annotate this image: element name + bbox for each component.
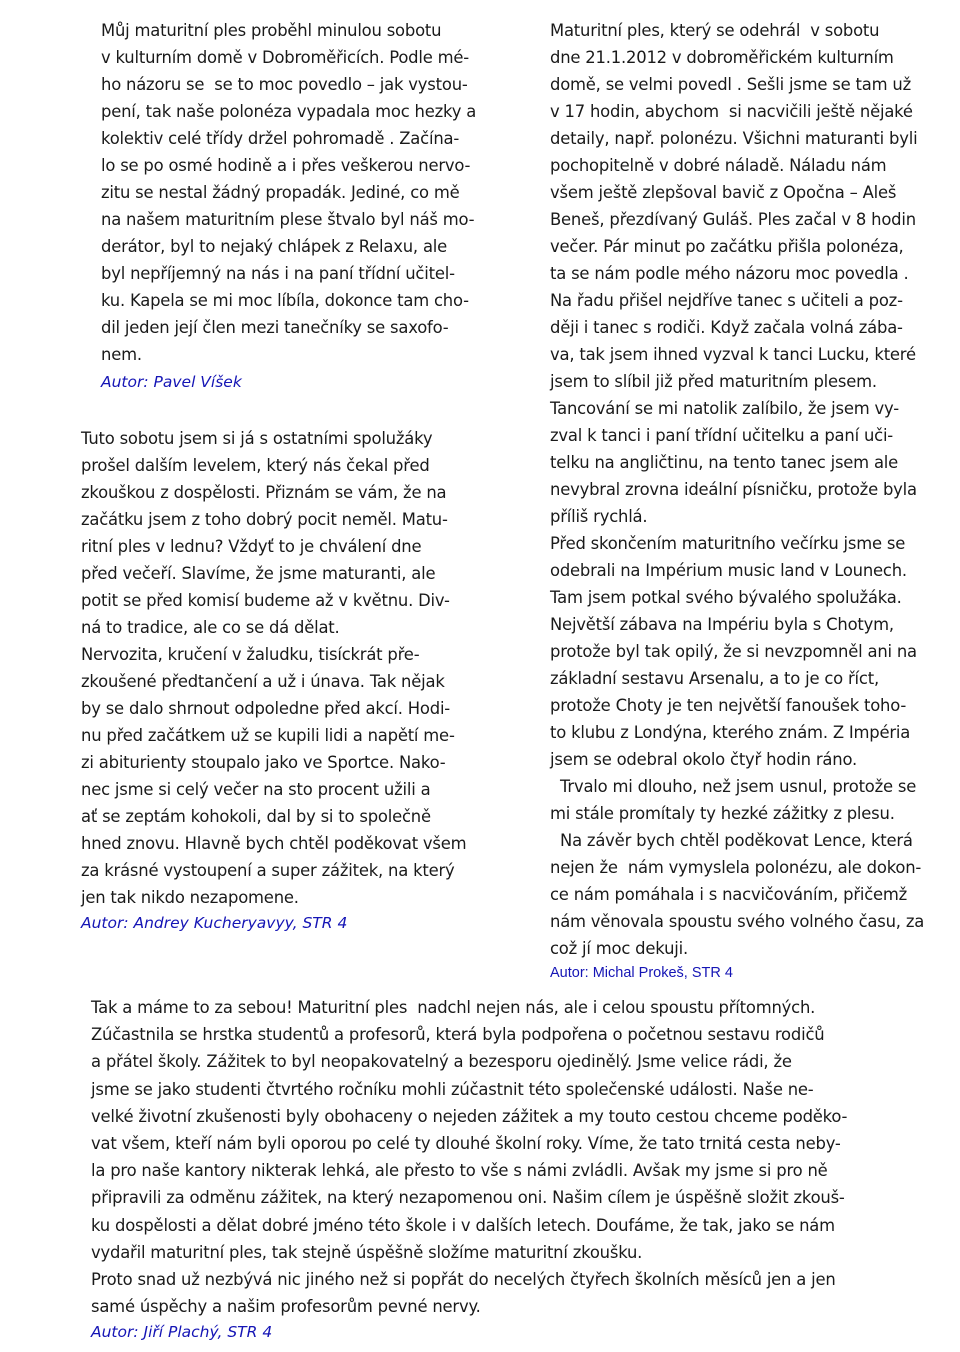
paragraph-line: derátor, byl to nejaký chlápek z Relaxu, ale: [101, 237, 448, 256]
paragraph-line: Tancování se mi natolik zalíbilo, že jsem vy-: [550, 399, 899, 418]
paragraph-line: večer. Pár minut po začátku přišla polonéza,: [550, 237, 904, 256]
paragraph-line: vat všem, kteří nám byli oporou po celé ty dlouhé školní roky. Víme, že tato trnitá cesta neby-: [91, 1134, 841, 1154]
paragraph-line: prošel dalším levelem, který nás čekal před: [81, 456, 430, 475]
paragraph-line: Před skončením maturitního večírku jsme se: [550, 534, 906, 553]
article-andrey-kucheryavyy: [81, 425, 521, 935]
paragraph-line: zitu se nestal žádný propadák. Jediné, co mě: [101, 183, 460, 202]
paragraph-line: což jí moc dekuji.: [550, 939, 688, 958]
paragraph-line: základní sestavu Arsenalu, a to je co říct,: [550, 669, 879, 688]
paragraph-line: ta se nám podle mého názoru moc povedla .: [550, 264, 909, 283]
paragraph-line: všem ještě zlepšoval bavič z Opočna – Aleš: [550, 183, 897, 202]
paragraph-line: vydařil maturitní ples, tak stejně úspěšně složíme maturitní zkoušku.: [91, 1242, 643, 1262]
paragraph-line: ku. Kapela se mi moc líbíla, dokonce tam cho-: [101, 291, 469, 310]
paragraph-line: velké životní zkušenosti byly obohaceny o nejeden zážitek a my touto cestou chceme poděko-: [91, 1106, 848, 1126]
paragraph-line: nevybral zrovna ideální písničku, protože byla: [550, 480, 917, 499]
paragraph-line: Největší zábava na Impériu byla s Chotym,: [550, 615, 894, 634]
paragraph-line: Tuto sobotu jsem si já s ostatními spolužáky: [81, 429, 433, 448]
paragraph-line: to klubu z Londýna, kterého znám. Z Impéria: [550, 723, 911, 742]
paragraph-line: ritní ples v lednu? Vždyť to je chválení dne: [81, 537, 422, 556]
paragraph-line: příliš rychlá.: [550, 507, 648, 526]
paragraph-line: jsem se odebral okolo čtyř hodin ráno.: [550, 750, 857, 769]
paragraph-line: telku na angličtinu, na tento tanec jsem ale: [550, 453, 899, 472]
paragraph-line: pení, tak naše polonéza vypadala moc hezky a: [101, 102, 477, 121]
author-credit: Autor: Pavel Víšek: [101, 373, 242, 391]
paragraph-line: ať se zeptám kohokoli, dal by si to společně: [81, 807, 431, 826]
paragraph-line: v kulturním domě v Dobroměřicích. Podle mé-: [101, 48, 469, 67]
paragraph-line: jsme se jako studenti čtvrtého ročníku mohli zúčastnit této společenské události. Naše ne-: [91, 1079, 814, 1099]
paragraph-line: Maturitní ples, který se odehrál v sobotu: [550, 21, 880, 40]
paragraph-line: odebrali na Impérium music land v Lounech.: [550, 561, 907, 580]
paragraph-line: by se dalo shrnout odpoledne před akcí. Hodi-: [81, 699, 451, 718]
paragraph-line: Zúčastnila se hrstka studentů a profesorů, která byla podpořena o početnou sestavu rodičů: [91, 1025, 825, 1045]
paragraph-line: mi stále promítaly ty hezké zážitky z plesu.: [550, 804, 895, 823]
paragraph-line: a přátel školy. Zážitek to byl neopakovatelný a bezesporu ojedinělý. Jsme velice rádi, že: [91, 1052, 792, 1072]
paragraph-line: zkoušené předtančení a už i únava. Tak nějak: [81, 672, 445, 691]
paragraph-line: dil jeden její člen mezi tanečníky se saxofo-: [101, 318, 449, 337]
article-pavel-visek: [101, 17, 521, 394]
paragraph-line: jsem to slíbil již před maturitním plesem.: [550, 372, 877, 391]
paragraph-line: za krásné vystoupení a super zážitek, na který: [81, 861, 455, 880]
paragraph-line: Na závěr bych chtěl poděkovat Lence, která: [550, 831, 913, 850]
paragraph-line: pochopitelně v dobré náladě. Náladu nám: [550, 156, 887, 175]
paragraph-line: potit se před komisí budeme až v květnu. Div-: [81, 591, 450, 610]
paragraph-line: la pro naše kantory nikterak lehká, ale přesto to vše s námi zvládli. Avšak my jsme si pro ně: [91, 1161, 828, 1181]
author-credit: Autor: Jiří Plachý, STR 4: [91, 1323, 273, 1342]
paragraph-line: protože byl tak opilý, že si nevzpomněl ani na: [550, 642, 917, 661]
paragraph-line: Beneš, přezdívaný Guláš. Ples začal v 8 hodin: [550, 210, 916, 229]
paragraph-line: domě, se velmi povedl . Sešli jsme se tam už: [550, 75, 911, 94]
paragraph-line: Nervozita, kručení v žaludku, tisíckrát pře-: [81, 645, 420, 664]
paragraph-line: protože Choty je ten největší fanoušek toho-: [550, 696, 907, 715]
article-jiri-plachy: [91, 994, 951, 1344]
paragraph-line: Tak a máme to za sebou! Maturitní ples nadchl nejen nás, ale i celou spoustu přítomných.: [91, 998, 816, 1017]
paragraph-line: lo se po osmé hodině a i přes veškerou nervo-: [101, 156, 471, 175]
paragraph-line: samé úspěchy a našim profesorům pevné nervy.: [91, 1297, 481, 1317]
paragraph-line: připravili za odměnu zážitek, na který nezapomenou oni. Našim cílem je úspěšně složit zkouš-: [91, 1188, 845, 1208]
paragraph-line: Na řadu přišel nejdříve tanec s učiteli a poz-: [550, 291, 903, 310]
paragraph-line: Trvalo mi dlouho, než jsem usnul, protože se: [550, 777, 917, 796]
paragraph-line: dne 21.1.2012 v dobroměřickém kulturním: [550, 48, 894, 67]
paragraph-line: začátku jsem z toho dobrý pocit neměl. Matu-: [81, 510, 448, 529]
paragraph-line: na našem maturitním plese štvalo byl náš mo-: [101, 210, 475, 229]
paragraph-line: nám věnovala spoustu svého volného času, za: [550, 912, 925, 931]
paragraph-line: ději i tanec s rodiči. Když začala volná zába-: [550, 318, 903, 337]
article-michal-prokes: [550, 17, 955, 984]
paragraph-line: ná to tradice, ale co se dá dělat.: [81, 618, 340, 637]
paragraph-line: detaily, např. polonézu. Všichni maturanti byli: [550, 129, 918, 148]
paragraph-line: Tam jsem potkal svého bývalého spolužáka.: [550, 588, 902, 607]
paragraph-line: před večeří. Slavíme, že jsme maturanti, ale: [81, 564, 436, 583]
paragraph-line: Můj maturitní ples proběhl minulou sobotu: [101, 21, 442, 40]
paragraph-line: kolektiv celé třídy držel pohromadě . Začína-: [101, 129, 460, 148]
paragraph-line: hned znovu. Hlavně bych chtěl poděkovat všem: [81, 834, 467, 853]
paragraph-line: byl nepříjemný na nás i na paní třídní učitel-: [101, 264, 455, 283]
paragraph-line: nejen že nám vymyslela polonézu, ale dokon-: [550, 858, 922, 877]
paragraph-line: zi abiturienty stoupalo jako ve Sportce. Nako-: [81, 753, 446, 772]
paragraph-line: nu před začátkem už se kupili lidi a napětí me-: [81, 726, 455, 745]
author-credit: Autor: Andrey Kucheryavyy, STR 4: [81, 914, 348, 932]
paragraph-line: ku dospělosti a dělat dobré jméno této škole i v dalších letech. Doufáme, že tak, jako se nám: [91, 1215, 835, 1235]
paragraph-line: ho názoru se se to moc povedlo – jak vystou-: [101, 75, 468, 94]
paragraph-line: ce nám pomáhala i s nacvičováním, přičemž: [550, 885, 908, 904]
paragraph-line: zkouškou z dospělosti. Přiznám se vám, že na: [81, 483, 447, 502]
paragraph-line: nem.: [101, 345, 142, 364]
paragraph-line: Proto snad už nezbývá nic jiného než si popřát do necelých čtyřech školních měsíců jen a jen: [91, 1270, 836, 1290]
paragraph-line: jen tak nikdo nezapomene.: [81, 888, 299, 907]
author-credit: Autor: Michal Prokeš, STR 4: [550, 965, 733, 981]
paragraph-line: va, tak jsem ihned vyzval k tanci Lucku, které: [550, 345, 916, 364]
paragraph-line: nec jsme si celý večer na sto procent užili a: [81, 780, 431, 799]
paragraph-line: v 17 hodin, abychom si nacvičili ještě nějaké: [550, 102, 913, 121]
paragraph-line: zval k tanci i paní třídní učitelku a paní uči-: [550, 426, 894, 445]
